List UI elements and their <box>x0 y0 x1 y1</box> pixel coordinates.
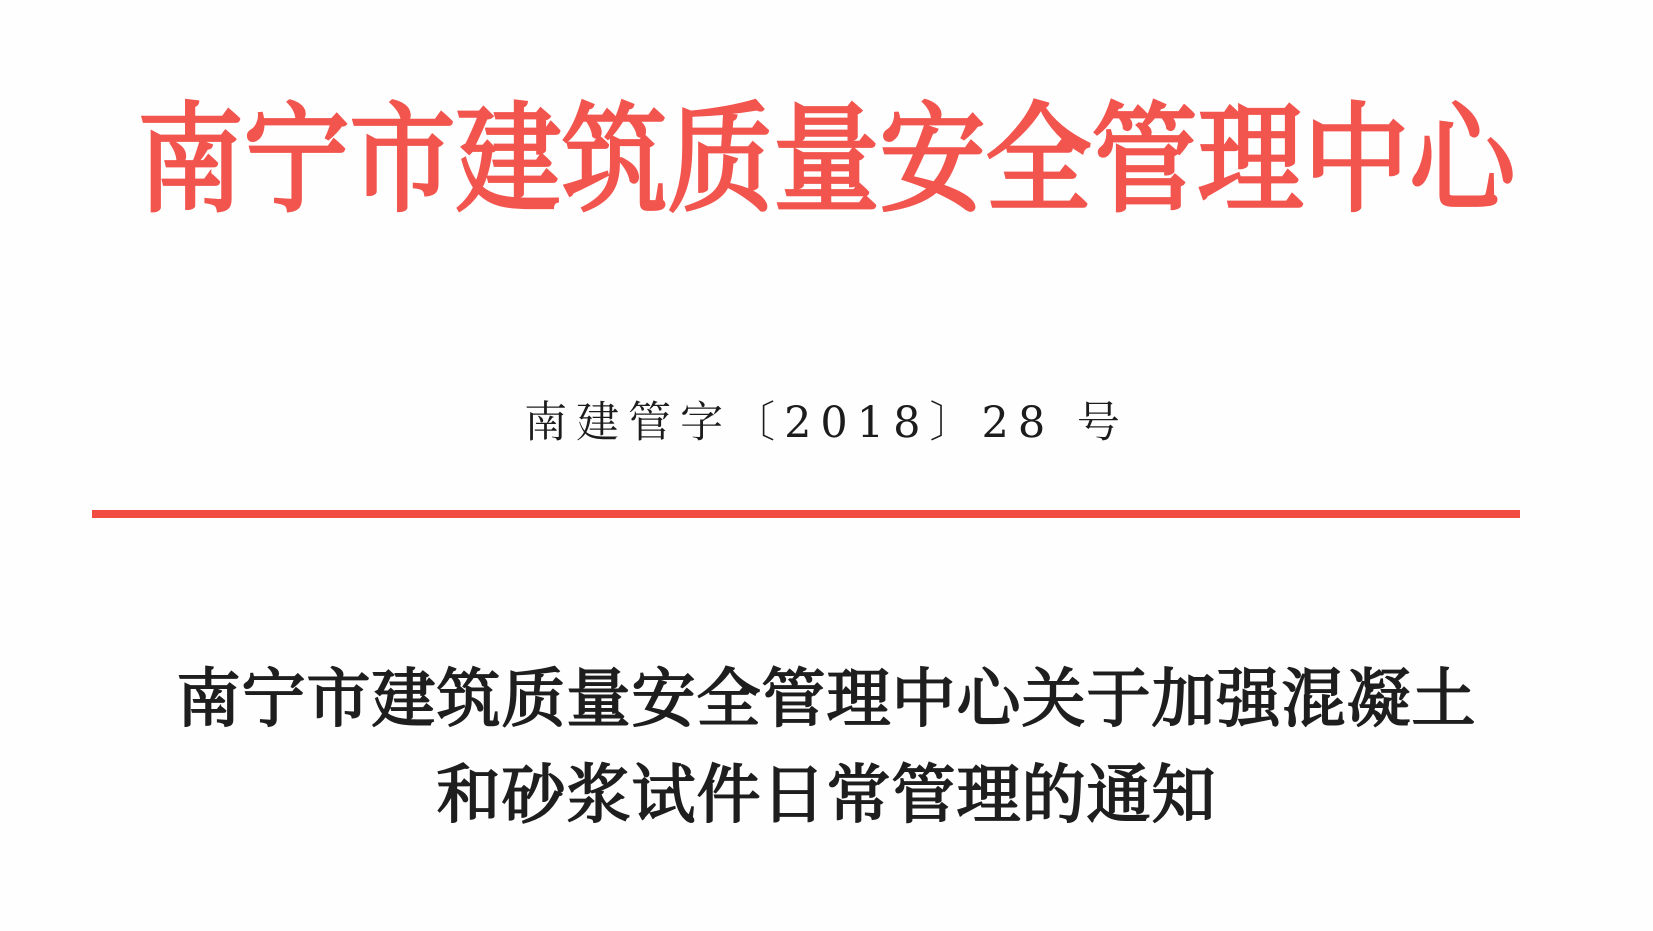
document-title <box>0 652 1653 844</box>
document-reference-number: 南建管字〔2018〕28 号 <box>524 398 1129 448</box>
letterhead-red-divider <box>92 510 1520 518</box>
document-title-line2: 和砂浆试件日常管理的通知 <box>436 758 1217 833</box>
document-title-line1: 南宁市建筑质量安全管理中心关于加强混凝土 <box>176 662 1477 737</box>
letterhead-org-title: 南宁市建筑质量安全管理中心 <box>137 88 1516 229</box>
